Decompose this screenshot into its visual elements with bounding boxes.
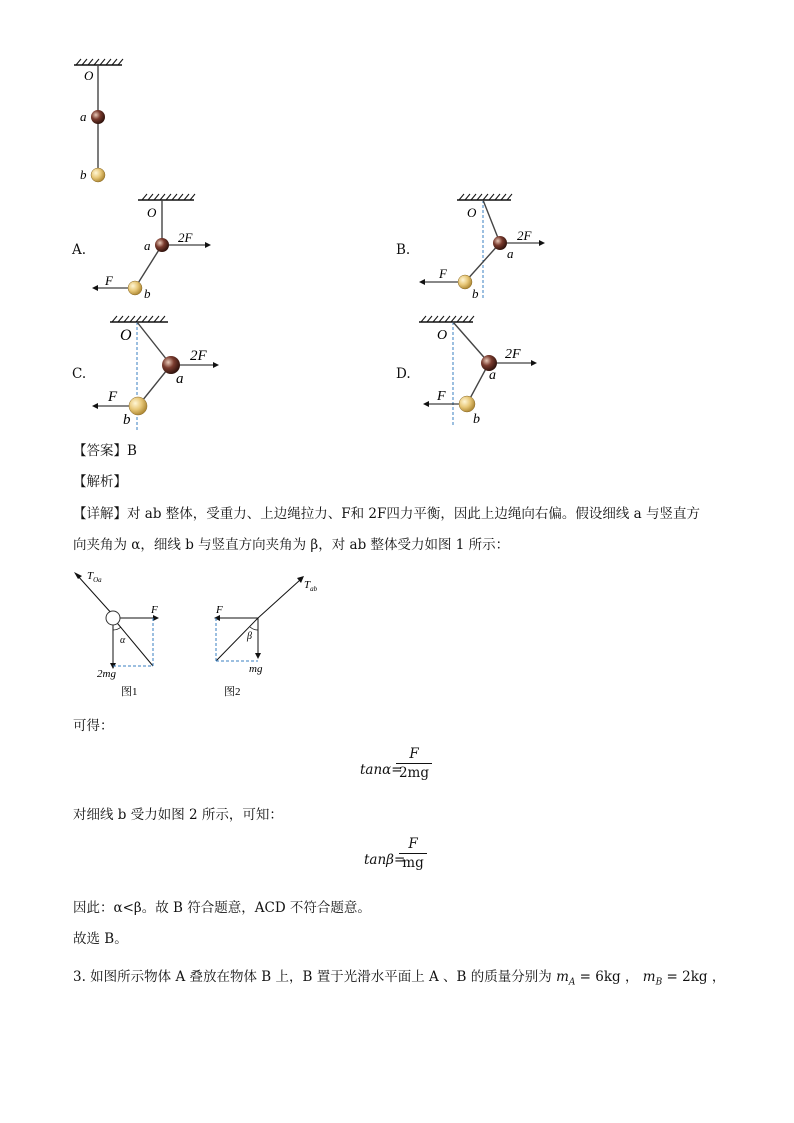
- question-3: 3. 如图所示物体 A 叠放在物体 B 上，B 置于光滑水平面上 A 、B 的质量分别为 $m_A = 6kg$ ， $m_B = 2kg$ ，: [73, 969, 726, 988]
- detail-text-1: 对 ab 整体，受重力、上边绳拉力、F和 2F四力平衡，因此上边绳向右偏。假设细线 a 与竖直方: [127, 506, 701, 522]
- eq2-fraction: [399, 836, 427, 871]
- answer-line: [73, 441, 137, 461]
- can-get: 可得：: [73, 718, 114, 734]
- option-d-diagram: [415, 310, 555, 435]
- svg-text:2F: 2F: [178, 230, 193, 245]
- svg-text:F: F: [105, 273, 113, 288]
- svg-text:2F: 2F: [190, 348, 207, 364]
- figure-2-caption: 图2: [224, 686, 241, 698]
- svg-text:O: O: [120, 327, 132, 344]
- label-a: a: [80, 109, 87, 124]
- detail-line-1: [73, 504, 700, 524]
- svg-text:F: F: [216, 604, 223, 616]
- eq2-lhs: tanβ=: [364, 852, 406, 868]
- svg-text:a: a: [489, 368, 496, 383]
- svg-text:F: F: [437, 389, 446, 404]
- svg-text:a: a: [144, 238, 151, 253]
- svg-text:b: b: [144, 286, 151, 301]
- figure-1-caption: 图1: [121, 686, 138, 698]
- svg-text:α: α: [120, 635, 126, 646]
- option-b-diagram: [415, 190, 555, 305]
- for-b: 对细线 b 受力如图 2 所示，可知：: [73, 807, 283, 823]
- svg-text:O: O: [467, 205, 477, 220]
- svg-text:b: b: [472, 286, 479, 301]
- svg-text:F: F: [108, 389, 118, 405]
- eq2-denominator: mg: [402, 855, 424, 871]
- option-c-diagram: [90, 310, 230, 435]
- svg-text:TOa: $T_{Oa}$: [87, 570, 102, 584]
- analysis-tag: 【解析】: [73, 474, 127, 490]
- answer-value: B: [127, 443, 137, 459]
- svg-text:F: F: [439, 266, 447, 281]
- svg-text:2F: 2F: [505, 347, 521, 362]
- svg-text:a: a: [507, 246, 514, 261]
- option-a-diagram: [90, 190, 230, 305]
- option-c-label: C.: [72, 366, 87, 382]
- option-a-label: A.: [72, 242, 87, 258]
- svg-text:mg: mg: [249, 663, 263, 675]
- svg-text:2F: 2F: [517, 228, 532, 243]
- svg-text:O: O: [437, 328, 448, 343]
- svg-text:O: O: [147, 205, 157, 220]
- eq1-denominator: 2mg: [398, 765, 430, 781]
- detail-line-2: 向夹角为 α，细线 b 与竖直方向夹角为 β，对 ab 整体受力如图 1 所示：: [73, 537, 510, 553]
- svg-text:a: a: [176, 371, 184, 387]
- choose-b: 故选 B。: [73, 931, 128, 947]
- option-b-label: B.: [396, 242, 411, 258]
- svg-text:Tab: $T_{ab}$: [304, 579, 318, 593]
- eq1-numerator: F: [409, 746, 419, 762]
- detail-tag: 【详解】: [73, 506, 127, 522]
- figure-2: [200, 565, 330, 700]
- label-b: b: [80, 167, 87, 182]
- eq1-lhs: tanα=: [360, 762, 403, 778]
- svg-text:F: F: [151, 604, 158, 616]
- eq2-numerator: F: [408, 836, 418, 852]
- label-O: O: [84, 68, 94, 83]
- answer-tag: 【答案】: [73, 443, 127, 459]
- eq1-fraction: [396, 746, 432, 781]
- svg-text:b: b: [473, 412, 480, 427]
- top-diagram: [60, 55, 140, 190]
- svg-text:β: β: [247, 631, 252, 642]
- svg-text:2mg: 2mg: [97, 668, 116, 680]
- figure-1: [65, 565, 175, 700]
- q3-text: 3. 如图所示物体 A 叠放在物体 B 上，B 置于光滑水平面上 A 、B 的质量分别为: [73, 969, 552, 985]
- svg-text:b: b: [123, 412, 131, 428]
- therefore: 因此：α<β。故 B 符合题意，ACD 不符合题意。: [73, 900, 371, 916]
- option-d-label: D.: [396, 366, 411, 382]
